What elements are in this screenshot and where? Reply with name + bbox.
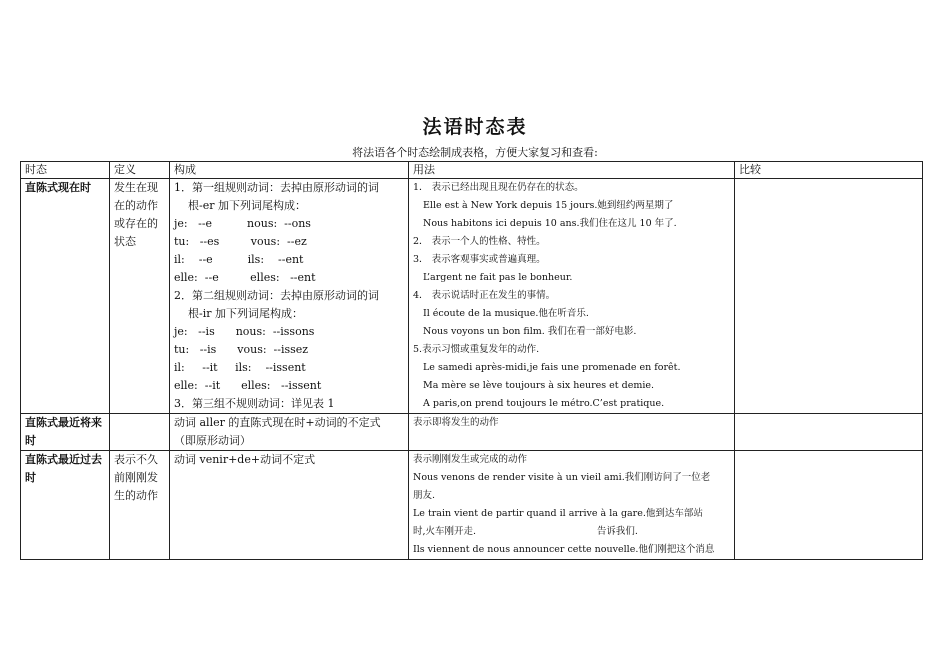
table-row [21, 451, 923, 560]
usage-cell [409, 414, 735, 451]
formation-cell [170, 414, 409, 451]
usage-line: 朋友. [413, 490, 436, 501]
header-definition: 定义 [110, 162, 170, 179]
formation-line: 根-er 加下列词尾构成： [188, 199, 306, 212]
usage-line: 2． 表示一个人的性格、特性。 [413, 236, 546, 247]
usage-line: Le train vient de partir quand il arrive à la gare.他到达车部站 [413, 508, 703, 519]
formation-line: il: --e ils: --ent [174, 253, 304, 266]
usage-line: 5.表示习惯或重复发年的动作. [413, 344, 540, 355]
comparison-cell [735, 451, 923, 560]
formation-line: 1．第一组规则动词：去掉由原形动词的词 [174, 181, 379, 194]
formation-line: elle: --e elles: --ent [174, 271, 316, 284]
table-row [21, 414, 923, 451]
usage-line: Il écoute de la musique.他在听音乐. [423, 308, 589, 319]
usage-cell [409, 179, 735, 414]
formation-line: 2．第二组规则动词：去掉由原形动词的词 [174, 289, 379, 302]
formation-line: tu: --is vous: --issez [174, 343, 309, 356]
formation-line: je: --e nous: --ons [174, 217, 311, 230]
definition-cell: 发生在现在的动作或存在的状态 [110, 179, 170, 414]
usage-line: 时,火车刚开走. 告诉我们. [413, 526, 638, 537]
formation-line: elle: --it elles: --issent [174, 379, 322, 392]
usage-line: 4． 表示说话时正在发生的事情。 [413, 290, 556, 301]
usage-line: Elle est à New York depuis 15 jours.她到纽约两星期了 [423, 200, 674, 211]
tense-cell: 直陈式现在时 [21, 179, 110, 414]
header-usage: 用法 [409, 162, 735, 179]
comparison-cell [735, 414, 923, 451]
usage-line: 3． 表示客观事实或普遍真理。 [413, 254, 546, 265]
usage-line: Nous habitons ici depuis 10 ans.我们住在这儿 10 年了. [423, 218, 677, 229]
table-row [21, 179, 923, 414]
usage-line: Nous voyons un bon film. 我们在看一部好电影. [423, 326, 637, 337]
usage-line: Ils viennent de nous announcer cette nouvelle.他们刚把这个消息 [413, 544, 715, 555]
tense-cell: 直陈式最近将来时 [21, 414, 110, 451]
formation-line: 动词 venir+de+动词不定式 [174, 453, 316, 466]
formation-line: il: --it ils: --issent [174, 361, 306, 374]
usage-line: 表示刚刚发生或完成的动作 [413, 454, 528, 465]
usage-line: A paris,on prend toujours le métro.C’est pratique. [423, 398, 665, 409]
usage-line: Ma mère se lève toujours à six heures et demie. [423, 380, 655, 391]
usage-line: L’argent ne fait pas le bonheur. [423, 272, 573, 283]
usage-line: Le samedi après-midi,je fais une promenade en forêt. [423, 362, 681, 373]
header-tense: 时态 [21, 162, 110, 179]
usage-cell [409, 451, 735, 560]
page-title: 法语时态表 [422, 116, 528, 138]
table-header-row [21, 162, 923, 179]
tense-table [20, 161, 923, 560]
formation-line: 3．第三组不规则动词：详见表 1 [174, 397, 335, 410]
formation-line: tu: --es vous: --ez [174, 235, 307, 248]
formation-line: 根-ir 加下列词尾构成： [188, 307, 303, 320]
usage-line: 1． 表示已经出现且现在仍存在的状态。 [413, 182, 584, 193]
formation-cell [170, 451, 409, 560]
formation-cell [170, 179, 409, 414]
usage-line: 表示即将发生的动作 [413, 417, 499, 428]
definition-cell [110, 414, 170, 451]
header-formation: 构成 [170, 162, 409, 179]
definition-cell: 表示不久前刚刚发生的动作 [110, 451, 170, 560]
page-subtitle: 将法语各个时态绘制成表格，方便大家复习和查看: [352, 146, 598, 159]
formation-line: （即原形动词） [174, 434, 251, 447]
formation-line: 动词 aller 的直陈式现在时+动词的不定式 [174, 416, 381, 429]
formation-line: je: --is nous: --issons [174, 325, 315, 338]
comparison-cell [735, 179, 923, 414]
header-comparison: 比较 [735, 162, 923, 179]
usage-line: Nous venons de render visite à un vieil ami.我们刚访问了一位老 [413, 472, 711, 483]
tense-cell: 直陈式最近过去时 [21, 451, 110, 560]
